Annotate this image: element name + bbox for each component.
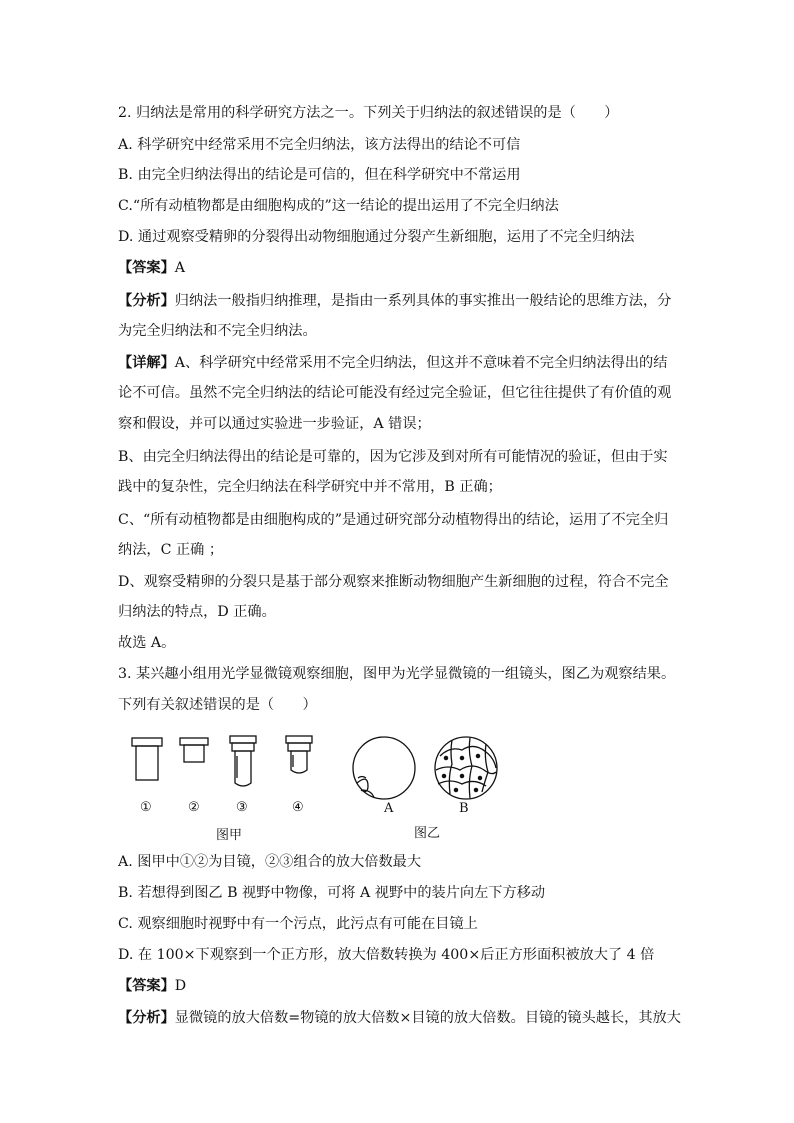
analysis-tag: 【分析】 <box>118 1010 175 1026</box>
detail-tag: 【详解】 <box>118 355 175 371</box>
q2-detail-line-3: 察和假设，并可以通过实验进一步验证，A 错误； <box>118 416 431 432</box>
figure-caption-a: 图甲 <box>216 828 243 843</box>
q3-stem-line-2: 下列有关叙述错误的是（ ） <box>118 697 317 713</box>
lens-label-4: ④ <box>292 800 304 815</box>
q3-option-b: B. 若想得到图乙 B 视野中物像，可将 A 视野中的装片向左下方移动 <box>118 885 546 901</box>
q2-analysis-line-2: 为完全归纳法和不完全归纳法。 <box>118 323 317 339</box>
q3-option-c: C. 观察细胞时视野中有一个污点，此污点有可能在目镜上 <box>118 916 478 932</box>
q2-detail-line-9: 归纳法的特点，D 正确。 <box>118 604 276 620</box>
q2-stem: 2. 归纳法是常用的科学研究方法之一。下列关于归纳法的叙述错误的是（ ） <box>118 105 619 121</box>
lens-label-1: ① <box>140 800 152 815</box>
q3-option-a: A. 图甲中①②为目镜，②③组合的放大倍数最大 <box>118 854 422 870</box>
q2-option-c: C.“所有动植物都是由细胞构成的”这一结论的提出运用了不完全归纳法 <box>118 198 559 214</box>
answer-value: A <box>174 260 186 276</box>
view-label-a: A <box>384 801 394 816</box>
q2-detail-line-4: B、由完全归纳法得出的结论是可靠的，因为它涉及到对所有可能情况的验证，但由于实 <box>118 449 668 465</box>
q3-analysis-line-1 <box>118 1008 681 1028</box>
q2-detail-line-6: C、“所有动植物都是由细胞构成的”是通过研究部分动植物得出的结论，运用了不完全归 <box>118 512 669 528</box>
q2-detail-line-2: 论不可信。虽然不完全归纳法的结论可能没有经过完全验证，但它往往提供了有价值的观 <box>118 385 672 401</box>
answer-tag: 【答案】 <box>118 260 175 276</box>
q2-option-a: A. 科学研究中经常采用不完全归纳法，该方法得出的结论不可信 <box>118 137 521 153</box>
answer-tag: 【答案】 <box>118 978 175 994</box>
q2-detail-line-7: 纳法，C 正确 ； <box>118 542 224 558</box>
analysis-tag: 【分析】 <box>118 293 175 309</box>
q2-detail-line-1 <box>118 353 678 373</box>
q2-answer <box>118 258 678 278</box>
objective-long-icon <box>230 736 256 786</box>
objective-short-icon <box>286 736 312 773</box>
eyepiece-long-icon <box>132 738 162 780</box>
q2-detail-line-10: 故选 A。 <box>118 635 176 651</box>
q3-answer <box>118 976 678 996</box>
q2-option-b: B. 由完全归纳法得出的结论是可信的，但在科学研究中不常运用 <box>118 167 521 183</box>
q2-detail-line-5: 践中的复杂性，完全归纳法在科学研究中并不常用，B 正确； <box>118 479 502 495</box>
q3-option-d: D. 在 100×下观察到一个正方形，放大倍数转换为 400×后正方形面积被放大了 4 倍 <box>118 947 655 963</box>
q2-option-d: D. 通过观察受精卵的分裂得出动物细胞通过分裂产生新细胞，运用了不完全归纳法 <box>118 229 635 245</box>
microscope-figure <box>118 728 678 848</box>
q2-analysis-line-1 <box>118 291 678 311</box>
answer-value: D <box>174 978 187 994</box>
lens-label-2: ② <box>188 800 200 815</box>
q3-figure <box>118 728 678 848</box>
analysis-text: 显微镜的放大倍数=物镜的放大倍数×目镜的放大倍数。目镜的镜头越长，其放大 <box>174 1010 681 1026</box>
view-label-b: B <box>459 801 469 816</box>
lens-label-3: ③ <box>236 800 248 815</box>
view-b-icon <box>435 737 497 799</box>
view-a-icon <box>353 737 415 799</box>
q2-detail-line-8: D、观察受精卵的分裂只是基于部分观察来推断动物细胞产生新细胞的过程，符合不完全 <box>118 574 669 590</box>
figure-caption-b: 图乙 <box>414 826 441 841</box>
analysis-text: 归纳法一般指归纳推理，是指由一系列具体的事实推出一般结论的思维方法，分 <box>174 293 672 309</box>
q3-stem-line-1: 3. 某兴趣小组用光学显微镜观察细胞，图甲为光学显微镜的一组镜头，图乙为观察结果。 <box>118 666 676 682</box>
eyepiece-short-icon <box>180 738 208 762</box>
detail-text: A、科学研究中经常采用不完全归纳法，但这并不意味着不完全归纳法得出的结 <box>174 355 668 371</box>
